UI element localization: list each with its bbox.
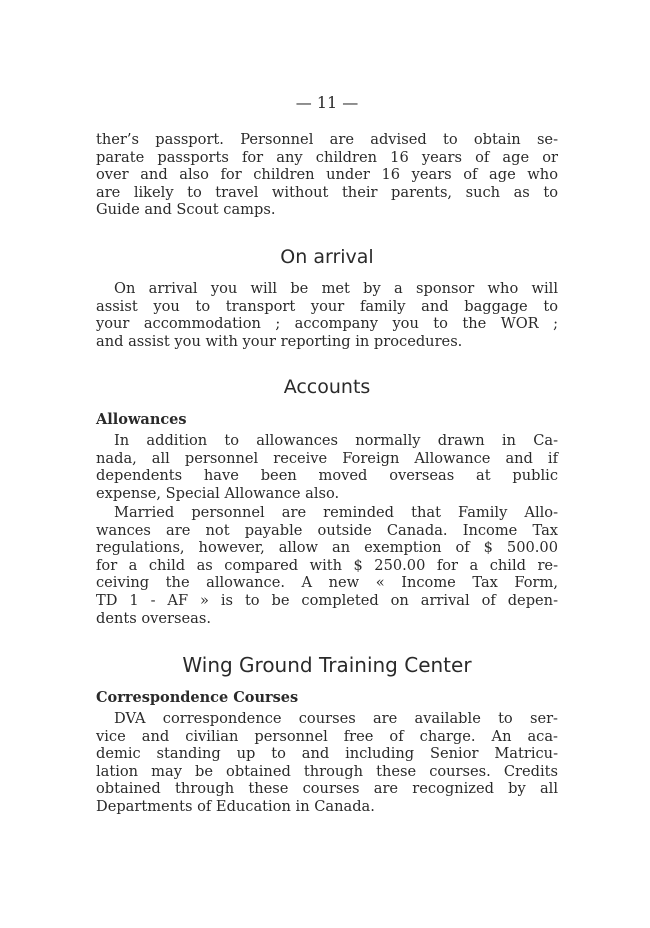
text-line: parate passports for any children 16 years of age or: [96, 148, 558, 166]
text-line: vice and civilian personnel free of charge. An aca-: [96, 727, 558, 745]
text-line: DVA correspondence courses are available to ser-: [114, 710, 558, 727]
text-line: Married personnel are reminded that Family Allo-: [114, 504, 558, 521]
text-line: your accommodation ; accompany you to the WOR ;: [96, 315, 558, 333]
text-line: ther’s passport. Personnel are advised to obtain se-: [96, 131, 558, 148]
text-line: TD 1 - AF » is to be completed on arrival of depen-: [96, 591, 558, 609]
text-line: and assist you with your reporting in procedures.: [96, 332, 463, 350]
text-line: Guide and Scout camps.: [96, 201, 276, 219]
text-line: lation may be obtained through these courses. Credits: [96, 762, 558, 780]
text-line: In addition to allowances normally drawn in Ca-: [114, 432, 558, 449]
text-line: dents overseas.: [96, 609, 211, 627]
allowances-paragraph-2: [96, 504, 558, 627]
correspondence-courses-paragraph: [96, 710, 558, 816]
heading-accounts: Accounts: [283, 376, 371, 398]
subheading-correspondence-courses: Correspondence Courses: [96, 689, 299, 706]
text-line: assist you to transport your family and baggage to: [96, 297, 558, 315]
subheading-allowances: Allowances: [96, 411, 187, 428]
on-arrival-paragraph: [96, 280, 558, 350]
text-line: Departments of Education in Canada.: [96, 797, 375, 815]
text-line: dependents have been moved overseas at public: [96, 467, 558, 485]
text-line: are likely to travel without their parents, such as to: [96, 183, 558, 201]
text-line: obtained through these courses are recognized by all: [96, 780, 558, 798]
text-line: demic standing up to and including Senior Matricu-: [96, 745, 558, 763]
heading-on-arrival: On arrival: [280, 246, 374, 268]
text-line: wances are not payable outside Canada. Income Tax: [96, 521, 558, 539]
allowances-paragraph-1: [96, 432, 558, 502]
text-line: over and also for children under 16 years of age who: [96, 166, 558, 184]
text-line: expense, Special Allowance also.: [96, 484, 340, 502]
heading-wing-ground-training-center: Wing Ground Training Center: [182, 653, 472, 677]
intro-paragraph: [96, 131, 558, 219]
text-line: for a child as compared with $ 250.00 for a child re-: [96, 556, 558, 574]
text-line: ceiving the allowance. A new « Income Tax Form,: [96, 574, 558, 592]
text-line: On arrival you will be met by a sponsor who will: [114, 280, 558, 297]
page-number: — 11 —: [295, 93, 359, 112]
text-line: nada, all personnel receive Foreign Allowance and if: [96, 449, 558, 467]
text-line: regulations, however, allow an exemption of $ 500.00: [96, 539, 558, 557]
